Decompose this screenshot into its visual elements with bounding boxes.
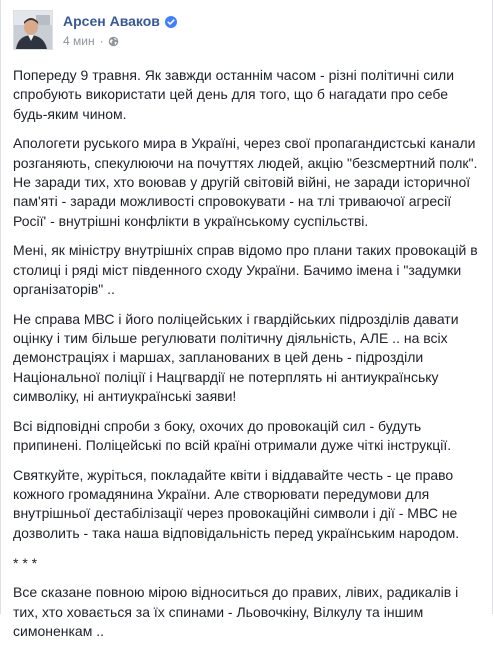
post-separator-stars: * * * <box>13 554 38 571</box>
post-meta <box>63 12 177 48</box>
post-paragraph-4: Не справа МВС і його поліцейських і гвардійських підрозділів давати оцінку і тим більше регулювати політичну діяльність, АЛЕ .. на всіх демонстраціях і маршах, запланованих в цей день - підрозділи Національної поліції і Нацгвардії не потерплять ні антиукраїнську символіку, ні антиукраїнські заяви! <box>13 310 459 404</box>
post-paragraph-5: Всі відповідні спроби з боку, охочих до провокацій сил - будуть припинені. Поліцейські по всій країні отримали дуже чіткі інструкції. <box>13 417 452 454</box>
post-body <box>13 66 485 652</box>
meta-separator: · <box>99 34 104 48</box>
timestamp-row <box>63 34 177 48</box>
author-name-link[interactable]: Арсен Аваков <box>63 13 160 29</box>
profile-photo <box>14 11 52 49</box>
post-header <box>13 10 177 56</box>
post-paragraph-3: Мені, як міністру внутрішніх справ відомо про плани таких провокацій в столиці і ряді міст південного сходу України. Бачимо імена і "задумки організаторів" .. <box>13 242 478 297</box>
post-paragraph-2: Апологети руського мира в Україні, через свої пропагандистські канали розганяють, спекулюючи на почуттях людей, акцію "безсмертний полк". Не заради тих, хто воював у другій світовій війні, не заради історичної пам'яті - заради можливості спровокувати - на тлі триваючої агресії Росії' - внутрішні конфлікти в українському суспільстві. <box>13 135 478 229</box>
verified-badge-icon <box>165 15 177 27</box>
post-paragraph-6: Святкуйте, журіться, покладайте квіти і віддавайте честь - це право кожного громадянина України. Але створювати передумови для внутрішньої дестабілізації через провокаційні символи і дії - МВС не дозволить - така наша відповідальність перед українським народом. <box>13 466 460 541</box>
post-paragraph-1: Попереду 9 травня. Як завжди останнім часом - різні політичні сили спробують використати цей день для того, що б нагадати про себе будь-яким чином. <box>13 67 455 122</box>
author-avatar[interactable] <box>13 10 53 50</box>
globe-icon[interactable] <box>108 36 119 47</box>
post-timestamp-link[interactable]: 4 мин <box>63 34 95 48</box>
post-paragraph-7: Все сказане повною мірою відноситься до правих, лівих, радикалів і тих, хто ховається за їх спинами - Льовочкіну, Вілкулу та іншим симоненкам .. <box>13 584 459 639</box>
author-row <box>63 12 177 30</box>
